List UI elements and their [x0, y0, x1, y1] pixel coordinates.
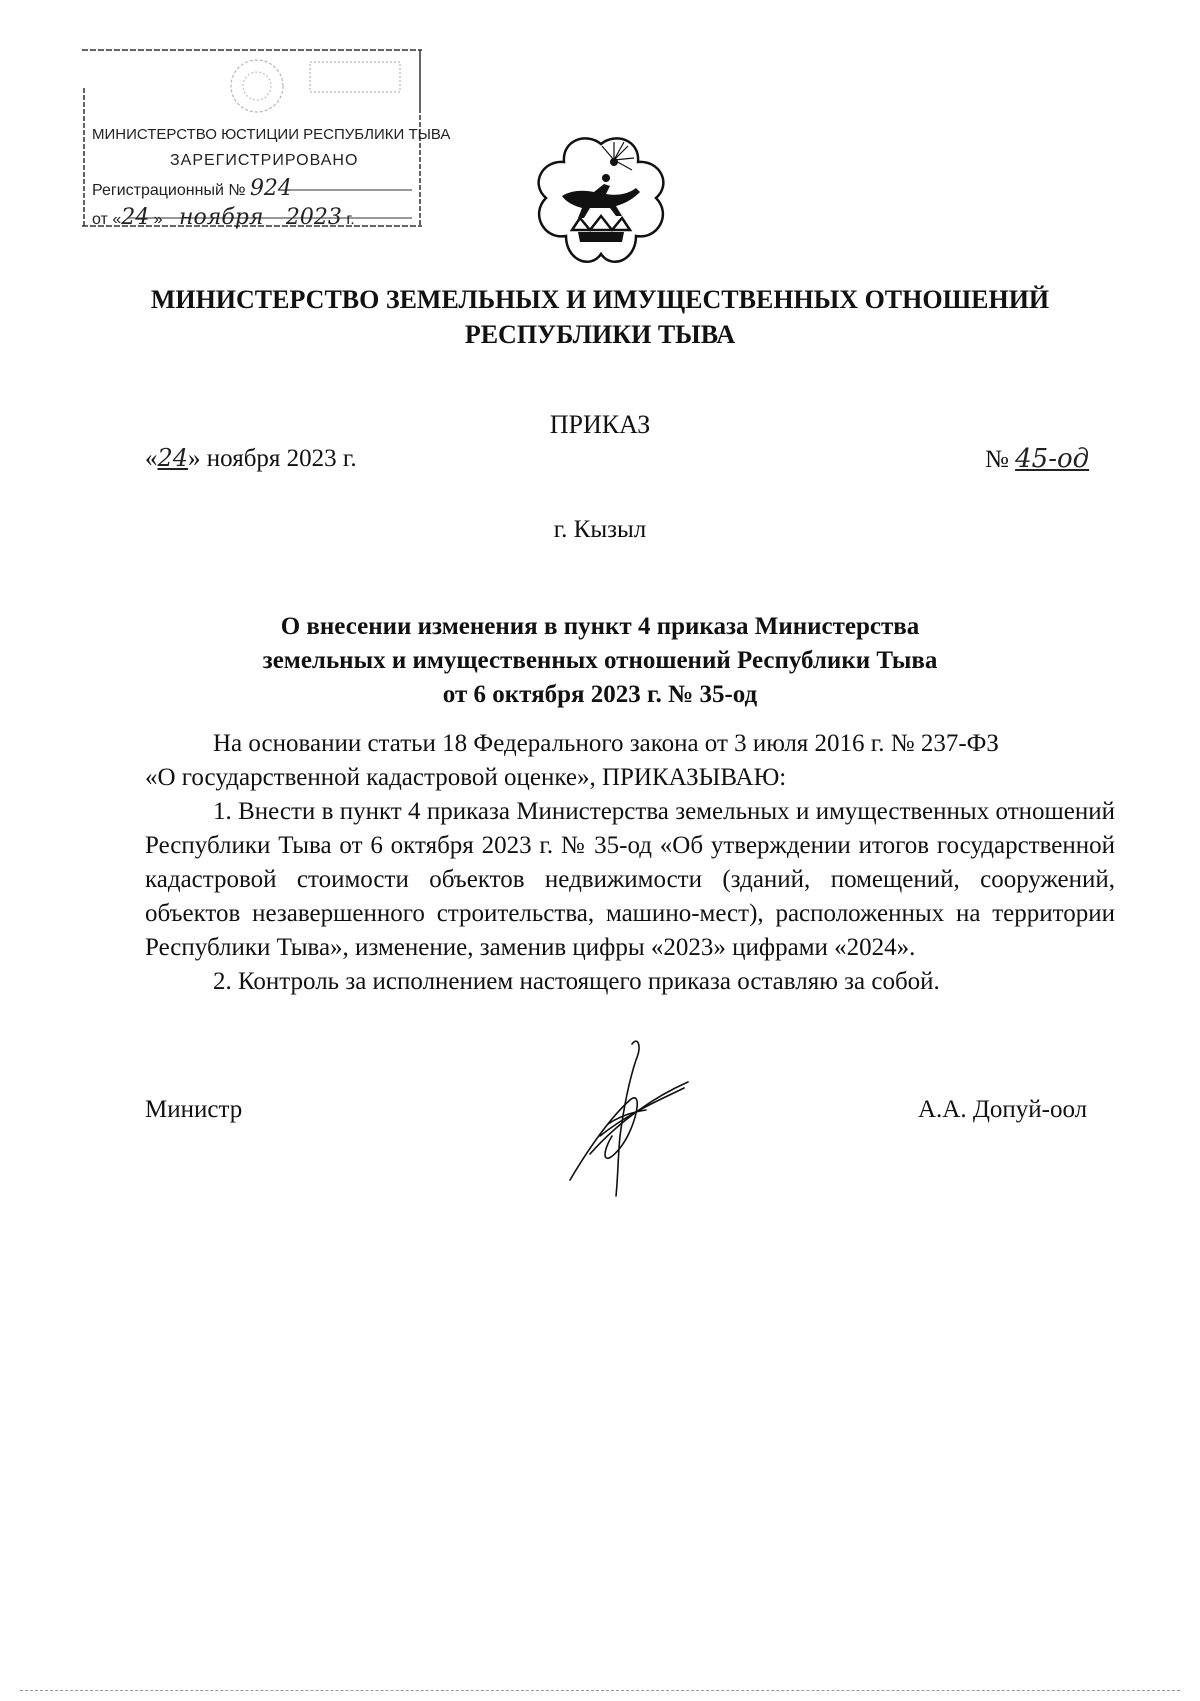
- body-paragraph-basis: На основании статьи 18 Федерального закона от 3 июля 2016 г. № 237-ФЗ: [213, 730, 999, 757]
- document-title: ПРИКАЗ: [549, 410, 651, 439]
- page-bottom-edge: [20, 1690, 1180, 1691]
- order-number: [985, 444, 1089, 474]
- body-paragraph-item1: 1. Внести в пункт 4 приказа Министерства земельных и имущественных отношений Республики Тыва от 6 октября 2023 г. № 35-од «Об утверждении итогов государственной кадастровой стоимости объектов недвижимости (зданий, помещений, сооружений, объектов незавершенного строительства, машино-мест), расположенных на территории Республики Тыва», изменение, заменив цифры «2023» цифрами «2024».: [145, 798, 1115, 961]
- order-body: [145, 727, 1115, 999]
- stamp-date-year: 2023: [285, 205, 342, 230]
- subject-line2: земельных и имущественных отношений Республики Тыва: [262, 647, 938, 674]
- body-paragraph-basis-cont: «О государственной кадастровой оценке», ПРИКАЗЫВАЮ:: [145, 764, 787, 791]
- subject-line3: от 6 октября 2023 г. № 35-од: [442, 681, 758, 708]
- stamp-organization: МИНИСТЕРСТВО ЮСТИЦИИ РЕСПУБЛИКИ ТЫВА: [92, 126, 451, 143]
- stamp-registration: [92, 176, 292, 201]
- ministry-header: [0, 282, 1200, 352]
- handwritten-signature-icon: [560, 1036, 720, 1206]
- stamp-date-month: ноября: [179, 205, 264, 230]
- order-number-label: №: [985, 446, 1009, 473]
- registration-stamp: [82, 48, 454, 240]
- order-date-day: 24: [157, 444, 189, 472]
- order-number-value: 45-од: [1015, 444, 1090, 474]
- subject-line1: О внесении изменения в пункт 4 приказа Министерства: [280, 613, 920, 640]
- stamp-reg-label: Регистрационный №: [92, 182, 246, 199]
- stamp-date-suffix: г.: [346, 211, 355, 228]
- order-date-rest: » ноября 2023 г.: [188, 445, 357, 472]
- stamp-date-day: 24: [121, 205, 150, 230]
- body-paragraph-item2: 2. Контроль за исполнением настоящего приказа оставляю за собой.: [213, 968, 940, 995]
- stamp-date: [92, 205, 355, 230]
- stamp-status: ЗАРЕГИСТРИРОВАНО: [170, 152, 359, 169]
- ministry-name-line1: МИНИСТЕРСТВО ЗЕМЕЛЬНЫХ И ИМУЩЕСТВЕННЫХ ОТНОШЕНИЙ: [150, 285, 1050, 314]
- order-date: [145, 444, 357, 473]
- stamp-seal-icon: [231, 60, 283, 112]
- signatory-title: Министр: [145, 1096, 243, 1123]
- coat-of-arms-icon: [532, 134, 670, 272]
- order-subject: [0, 610, 1200, 712]
- order-city: г. Кызыл: [553, 516, 647, 543]
- stamp-date-mid: »: [153, 211, 163, 228]
- stamp-reg-number: 924: [249, 176, 292, 201]
- ministry-name-line2: РЕСПУБЛИКИ ТЫВА: [464, 320, 736, 349]
- stamp-date-prefix: от «: [92, 211, 122, 228]
- signatory-name: А.А. Допуй-оол: [918, 1096, 1088, 1123]
- order-date-open: «: [145, 445, 158, 472]
